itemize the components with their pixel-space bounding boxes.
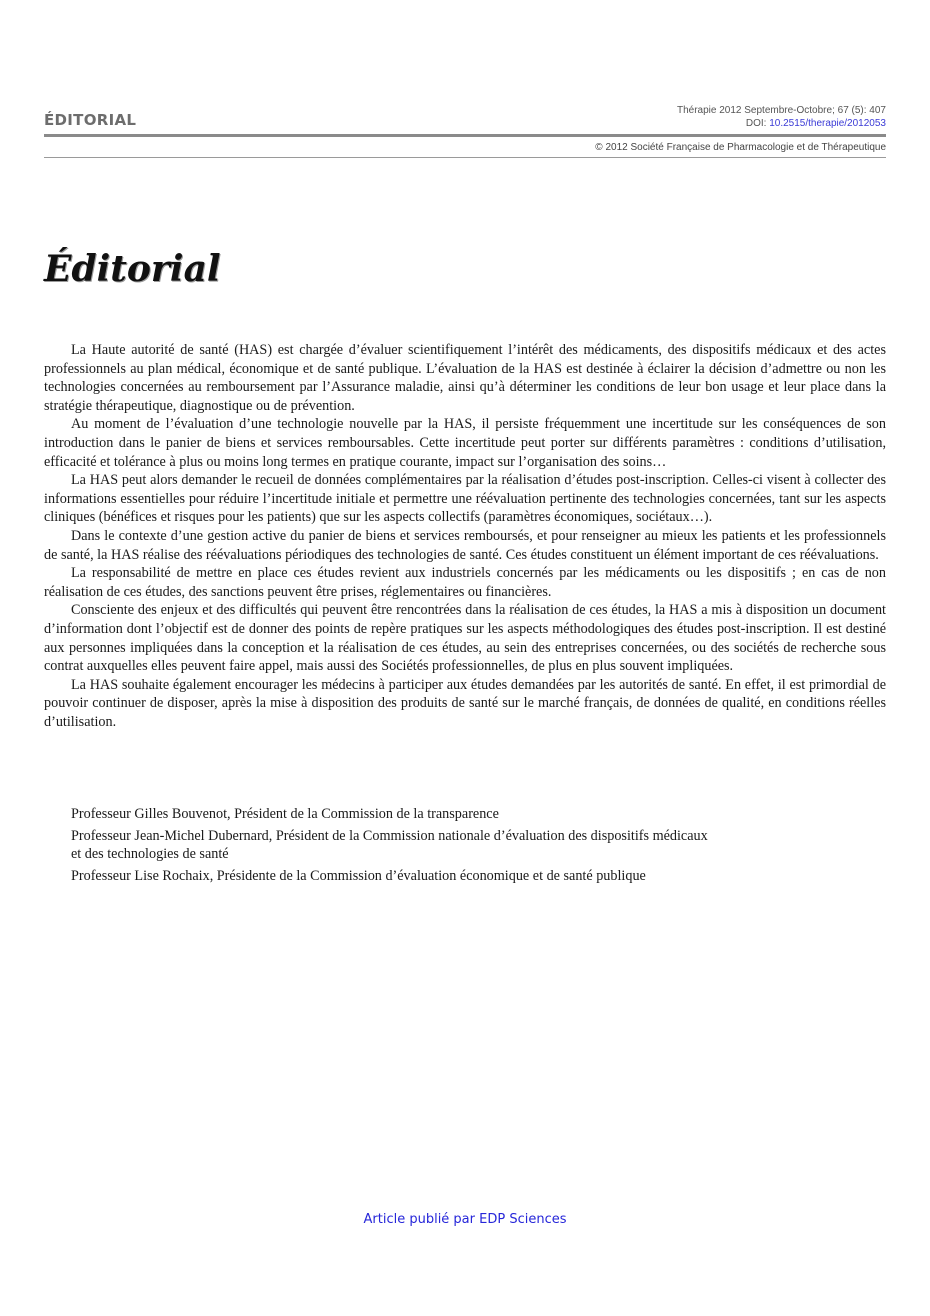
doi-link[interactable]: 10.2515/therapie/2012053 bbox=[769, 118, 886, 129]
paragraph: Au moment de l’évaluation d’une technologie nouvelle par la HAS, il persiste fréquemment une incertitude sur les conséquences de son introduction dans le panier de biens et services remboursables. Cette incertitude peut porter sur différents paramètres : conditions d’utilisation, efficacité et tolérance à plus ou moins long termes en pratique courante, impact sur l’organisation des soins… bbox=[44, 416, 886, 470]
signature-rochaix: Professeur Lise Rochaix, Présidente de la Commission d’évaluation économique et de santé publique bbox=[71, 867, 646, 884]
signature-dubernard: Professeur Jean-Michel Dubernard, Président de la Commission nationale d’évaluation des dispositifs médicaux bbox=[71, 827, 708, 844]
paragraph: La HAS souhaite également encourager les médecins à participer aux études demandées par les autorités de santé. En effet, il est primordial de pouvoir continuer de disposer, après la mise à disposition des produits de santé sur le marché français, de données de qualité, en conditions réelles d’utilisation. bbox=[44, 676, 886, 730]
page-header bbox=[44, 99, 886, 133]
journal-info bbox=[677, 104, 886, 130]
paragraph: La responsabilité de mettre en place ces études revient aux industriels concernés par les médicaments ou les dispositifs ; en cas de non réalisation de ces études, des sanctions peuvent être prises, réglementaires ou financières. bbox=[44, 565, 886, 600]
article-body bbox=[44, 341, 886, 731]
paragraph: Dans le contexte d’une gestion active du panier de biens et services remboursés, et pour renseigner au mieux les patients et les professionnels de santé, la HAS réalise des réévaluations périodiques des technologies de santé. Ces études constituent un élément important de ces réévaluations. bbox=[44, 527, 886, 563]
journal-citation: Thérapie 2012 Septembre-Octobre; 67 (5): 407 bbox=[676, 105, 886, 116]
publisher-link[interactable]: Article publié par EDP Sciences bbox=[363, 1212, 567, 1227]
signature-bouvenot: Professeur Gilles Bouvenot, Président de la Commission de la transparence bbox=[71, 806, 499, 822]
doi-line bbox=[677, 117, 886, 130]
article-title: Éditorial bbox=[44, 248, 221, 290]
section-label: ÉDITORIAL bbox=[44, 111, 137, 129]
signatures bbox=[71, 805, 831, 888]
header-rule bbox=[44, 134, 886, 137]
copyright-notice: © 2012 Société Française de Pharmacologie et de Thérapeutique bbox=[595, 142, 886, 153]
paragraph: Consciente des enjeux et des difficultés qui peuvent être rencontrées dans la réalisation de ces études, la HAS a mis à disposition un document d’information dont l’objectif est de donner des points de repère pratiques sur les aspects méthodologiques des études post-inscription. Il est destiné aux personnes impliquées dans la conception et la réalisation de ces études, au sein des entreprises concernées, ou des sociétés de recherche sous contrat auxquelles elles peuvent faire appel, mais aussi des Sociétés professionnelles, de plus en plus souvent impliquées. bbox=[44, 602, 886, 675]
paragraph: La HAS peut alors demander le recueil de données complémentaires par la réalisation d’études post-inscription. Celles-ci visent à collecter des informations essentielles pour réduire l’incertitude initiale et permettre une réévaluation pertinente des technologies concernées, tant sur les aspects cliniques (bénéfices et risques pour les patients) que sur les aspects collectifs (paramètres économiques, sociétaux…). bbox=[44, 472, 886, 526]
signature-dubernard-continued: et des technologies de santé bbox=[71, 846, 229, 863]
doi-prefix: DOI: bbox=[745, 118, 770, 129]
copyright-rule bbox=[44, 157, 886, 158]
paragraph: La Haute autorité de santé (HAS) est chargée d’évaluer scientifiquement l’intérêt des médicaments, des dispositifs médicaux et des actes professionnels au plan médical, économique et de santé publique. L’évaluation de la HAS est destinée à éclairer la décision d’admettre ou non les technologies concernées au remboursement par l’Assurance maladie, ainsi qu’à déterminer les conditions de leur bon usage et leur place dans la stratégie thérapeutique, diagnostique ou de prévention. bbox=[44, 342, 886, 414]
